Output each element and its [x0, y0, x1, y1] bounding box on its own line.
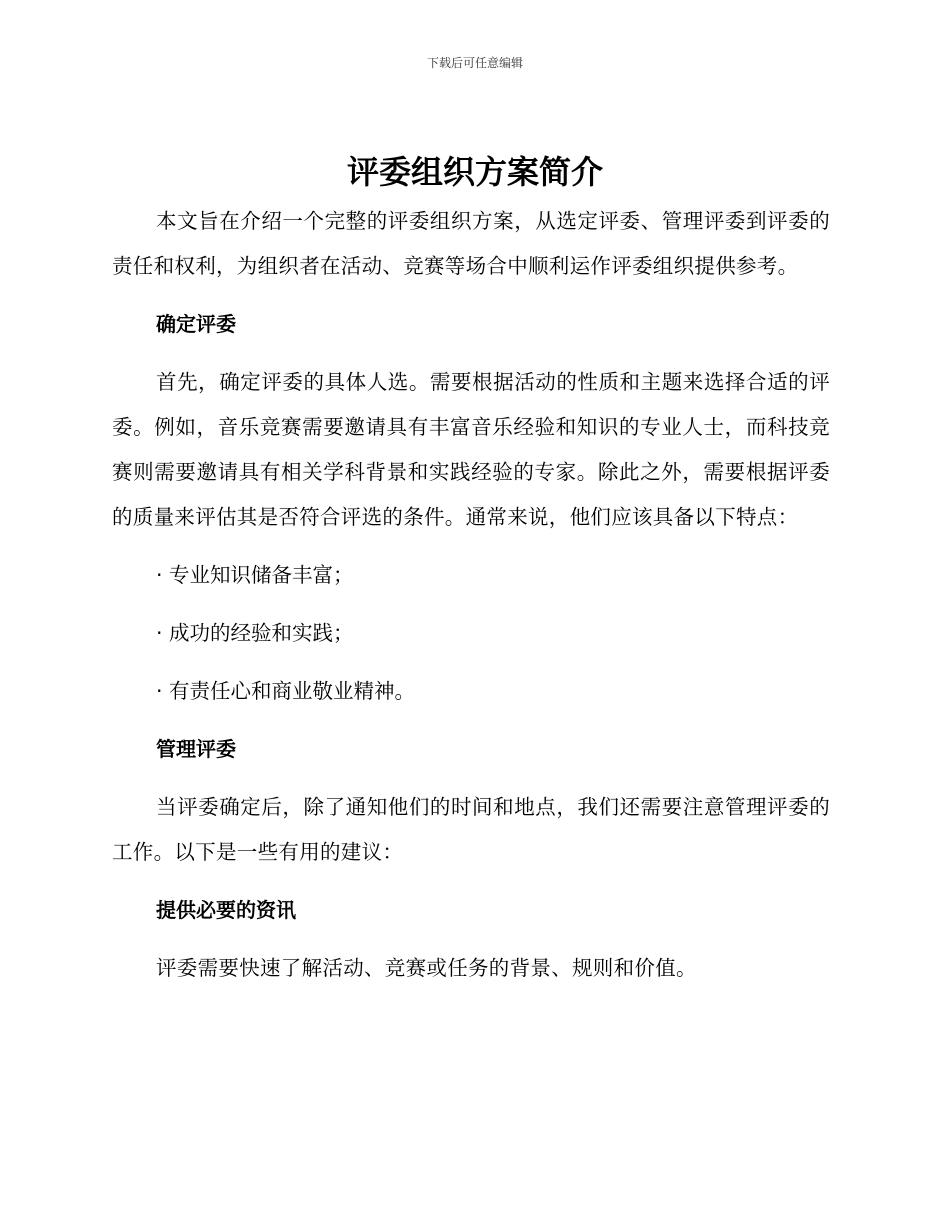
section-heading-manage-judges: 管理评委 — [156, 737, 236, 761]
provide-info-paragraph: 评委需要快速了解活动、竞赛或任务的背景、规则和价值。 — [156, 956, 697, 980]
select-judges-paragraph: 首先，确定评委的具体人选。需要根据活动的性质和主题来选择合适的评委。例如，音乐竞赛需要邀请具有丰富音乐经验和知识的专业人士，而科技竞赛则需要邀请具有相关学科背景和实践经验的专家。除此之外，需要根据评委的质量来评估其是否符合评选的条件。通常来说，他们应该具备以下特点： — [112, 370, 830, 529]
document-body — [112, 199, 830, 991]
bullet-item-3: · 有责任心和商业敬业精神。 — [156, 679, 416, 703]
section-heading-select-judges: 确定评委 — [156, 312, 236, 336]
document-title: 评委组织方案简介 — [346, 153, 603, 191]
section-heading-provide-info: 提供必要的资讯 — [156, 898, 296, 922]
page-header-note: 下载后可任意编辑 — [426, 56, 523, 70]
bullet-item-2: · 成功的经验和实践； — [156, 621, 354, 645]
manage-judges-paragraph: 当评委确定后，除了通知他们的时间和地点，我们还需要注意管理评委的工作。以下是一些有用的建议： — [112, 795, 830, 864]
intro-paragraph: 本文旨在介绍一个完整的评委组织方案，从选定评委、管理评委到评委的责任和权利，为组织者在活动、竞赛等场合中顺利运作评委组织提供参考。 — [112, 209, 830, 278]
bullet-item-1: · 专业知识储备丰富； — [156, 563, 354, 587]
